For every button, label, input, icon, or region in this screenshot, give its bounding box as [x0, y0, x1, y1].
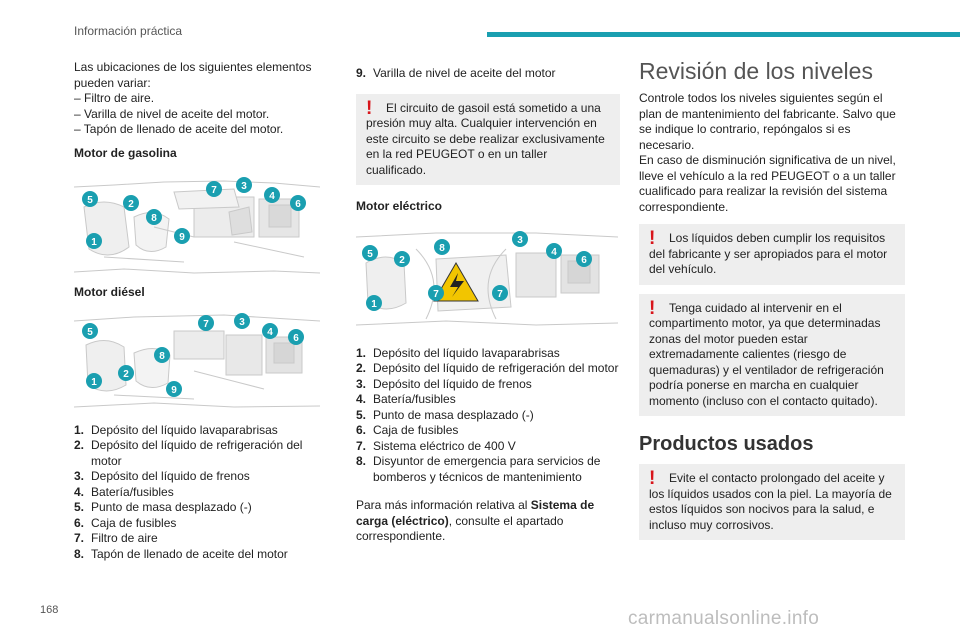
list-item: 7. Sistema eléctrico de 400 V	[356, 438, 516, 453]
list-item: 8. Tapón de llenado de aceite del motor	[74, 546, 288, 561]
warning-icon: !	[649, 297, 656, 319]
list-item: 2. Depósito del líquido de refrigeración del motor	[356, 361, 619, 375]
electric-engine-heading: Motor eléctrico	[356, 199, 443, 213]
gasoline-engine-heading: Motor de gasolina	[74, 145, 177, 160]
callout-label: 1	[91, 237, 97, 248]
list-item: 6. Caja de fusibles	[356, 423, 459, 437]
callout-label: 4	[267, 326, 273, 338]
column-right	[639, 58, 905, 540]
warning-text: Tenga cuidado al intervenir en el compartimento motor, ya que determinadas zonas del motor pueden estar extremadamente calientes (riesgo de quemaduras) y el ventilador de refrigeración podría ponerse en marcha en cualquier momento (incluso con el contacto quitado).	[649, 300, 884, 408]
warning-text: Evite el contacto prolongado del aceite y los líquidos usados con la piel. La mayoría de estos líquidos son nocivos para la salud, e incluso muy corrosivos.	[649, 471, 892, 532]
list-item: 2. Depósito del líquido de refrigeración del motor	[74, 438, 303, 468]
list-item: 4. Batería/fusibles	[74, 484, 174, 499]
gasoline-engine-diagram	[74, 177, 320, 277]
warning-icon: !	[649, 228, 656, 249]
callout-label: 7	[433, 288, 439, 300]
callout-label: 2	[128, 199, 134, 210]
list-item: 5. Punto de masa desplazado (-)	[74, 500, 252, 514]
warning-icon: !	[649, 468, 656, 489]
callout-label: 8	[151, 213, 157, 224]
charging-system-reference: Sistema de carga (eléctrico)	[356, 498, 595, 528]
callout-label: 5	[87, 195, 93, 206]
callout-label: 3	[241, 181, 247, 192]
used-products-heading: Productos usados	[639, 433, 814, 455]
callout-label: 6	[295, 199, 301, 210]
bullet-item: – Filtro de aire.	[74, 91, 155, 105]
callout-label: 6	[293, 332, 299, 344]
warning-box-diesel	[356, 94, 620, 186]
callout-label: 2	[123, 368, 129, 380]
callout-label: 1	[371, 298, 377, 310]
watermark: carmanualsonline.info	[628, 608, 820, 629]
list-item: 1. Depósito del líquido lavaparabrisas	[356, 345, 560, 360]
callout-label: 8	[159, 350, 165, 362]
callout-label: 1	[91, 376, 97, 388]
callout-label: 7	[497, 288, 503, 300]
column-middle	[356, 66, 620, 545]
bullet-item: – Varilla de nivel de aceite del motor.	[74, 106, 270, 121]
callout-label: 5	[367, 248, 373, 260]
intro-text: Las ubicaciones de los siguientes elementos pueden variar:	[74, 60, 312, 90]
header-title: Información práctica	[74, 24, 183, 38]
page-number: 168	[40, 604, 59, 616]
callout-label: 4	[269, 191, 275, 202]
callout-label: 7	[203, 318, 209, 330]
warning-box-used-products	[639, 464, 905, 540]
list-item: 7. Filtro de aire	[74, 531, 158, 545]
list-item: 3. Depósito del líquido de frenos	[356, 376, 532, 391]
warning-icon: !	[366, 97, 373, 119]
callout-label: 2	[399, 254, 405, 266]
component-list-left	[74, 423, 326, 563]
callout-label: 9	[171, 384, 177, 396]
levels-paragraph-2: En caso de disminución significativa de un nivel, lleve el vehículo a la red PEUGEOT o a un taller cualificado para realizar la revisión del sistema correspondiente.	[639, 153, 896, 214]
warning-text: El circuito de gasoil está sometido a una presión muy alta. Cualquier intervención en este circuito se debe realizar exclusivamente en la red PEUGEOT o en un taller cualificado.	[366, 100, 605, 177]
list-item: 4. Batería/fusibles	[356, 392, 456, 406]
diesel-engine-diagram	[74, 311, 320, 411]
levels-check-heading: Revisión de los niveles	[639, 58, 873, 84]
list-item: 5. Punto de masa desplazado (-)	[356, 407, 534, 422]
header-accent-bar	[487, 32, 960, 37]
warning-box-engine	[639, 294, 905, 417]
callout-label: 4	[551, 246, 557, 258]
levels-paragraph-1: Controle todos los niveles siguientes según el plan de mantenimiento del fabricante. Salvo que se indique lo contrario, repóngalos si es necesario.	[639, 91, 896, 152]
dipstick-item	[356, 66, 620, 82]
column-left	[74, 60, 326, 562]
bullet-item: – Tapón de llenado de aceite del motor.	[74, 122, 284, 136]
diesel-engine-heading: Motor diésel	[74, 285, 145, 299]
electric-engine-diagram	[356, 229, 618, 329]
callout-label: 3	[239, 316, 245, 328]
more-info-text: Para más información relativa al Sistema de carga (eléctrico), consulte el apartado correspondiente.	[356, 498, 595, 543]
list-item: 1. Depósito del líquido lavaparabrisas	[74, 422, 278, 437]
callout-label: 8	[439, 242, 445, 254]
list-item: 9. Varilla de nivel de aceite del motor	[356, 66, 556, 80]
callout-label: 3	[517, 234, 523, 246]
callout-label: 5	[87, 326, 93, 338]
warning-box-fluids	[639, 224, 905, 285]
list-item: 6. Caja de fusibles	[74, 515, 177, 530]
warning-text: Los líquidos deben cumplir los requisitos del fabricante y ser apropiados para el motor del vehículo.	[649, 231, 888, 276]
callout-label: 6	[581, 254, 587, 266]
list-item: 8. Disyuntor de emergencia para servicios de bomberos y técnicos de mantenimiento	[356, 454, 601, 484]
callout-label: 9	[179, 232, 185, 243]
callout-label: 7	[211, 185, 217, 196]
list-item: 3. Depósito del líquido de frenos	[74, 469, 250, 483]
component-list-electric	[356, 346, 620, 486]
